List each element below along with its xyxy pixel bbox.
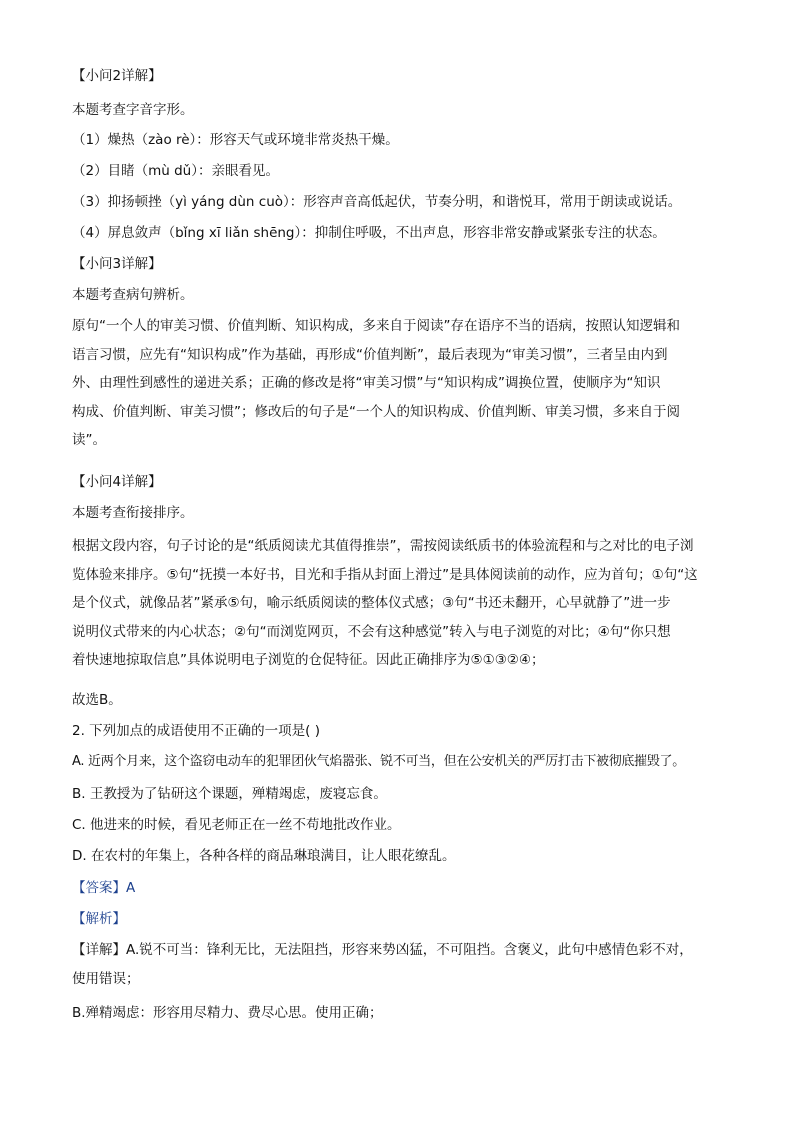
sub4-analysis: [72, 532, 724, 675]
sub4-intro: 本题考查衔接排序。: [72, 505, 194, 521]
sub3-line-1: 原句“一个人的审美习惯、价值判断、知识构成，多来自于阅读”存在语序不当的语病，按照认知逻辑和: [72, 318, 680, 334]
sub2-intro: 本题考查字音字形。: [72, 102, 194, 118]
sub4-line-2: 览体验来排序。⑤句“抚摸一本好书，目光和手指从封面上滑过”是具体阅读前的动作，应为首句；①句“这: [72, 566, 698, 583]
sub3-line-5: 读”。: [72, 432, 106, 448]
answer-label: 【答案】A: [72, 880, 136, 896]
sub4-header: 【小问4详解】: [72, 474, 162, 490]
sub3-line-3: 外、由理性到感性的递进关系；正确的修改是将“审美习惯”与“知识构成”调换位置，使顺序为“知识: [72, 375, 661, 391]
sub3-intro: 本题考查病句辨析。: [72, 287, 194, 303]
option-d: D. 在农村的年集上，各种各样的商品琳琅满目，让人眼花缭乱。: [72, 848, 456, 864]
option-c: C. 他进来的时候，看见老师正在一丝不苟地批改作业。: [72, 817, 401, 833]
sub3-header: 【小问3详解】: [72, 256, 162, 272]
analysis-label: 【解析】: [72, 911, 126, 927]
sub4-line-4: 说明仪式带来的内心状态；②句“而浏览网页，不会有这种感觉”转入与电子浏览的对比；④句“你只想: [72, 623, 671, 640]
sub3-line-4: 构成、价值判断、审美习惯”；修改后的句子是“一个人的知识构成、价值判断、审美习惯，多来自于阅: [72, 403, 680, 420]
sub3-line-2: 语言习惯，应先有“知识构成”作为基础，再形成“价值判断”，最后表现为“审美习惯”，三者呈由内到: [72, 346, 668, 363]
sub2-item-1: （1）燥热（zào rè）：形容天气或环境非常炎热干燥。: [72, 132, 399, 148]
sub2-header: 【小问2详解】: [72, 68, 162, 84]
sub4-conclusion: 故选B。: [72, 692, 122, 708]
sub2-item-4: （4）屏息敛声（bǐng xī liǎn shēng）：抑制住呼吸，不出声息，形容非常安静或紧张专注的状态。: [72, 225, 666, 241]
option-a: A. 近两个月来，这个盗窃电动车的犯罪团伙气焰嚣张、锐不可当，但在公安机关的严厉打击下被彻底摧毁了。: [72, 754, 685, 769]
sub3-analysis: [72, 312, 724, 455]
sub4-line-1: 根据文段内容，句子讨论的是“纸质阅读尤其值得推崇”，需按阅读纸质书的体验流程和与之对比的电子浏: [72, 538, 694, 554]
sub2-item-2: （2）目睹（mù dǔ）：亲眼看见。: [72, 163, 279, 179]
sub4-line-3: 是个仪式，就像品茗”紧承⑤句，喻示纸质阅读的整体仪式感；③句“书还未翻开，心早就静了”进一步: [72, 595, 671, 611]
sub2-item-3: （3）抑扬顿挫（yì yáng dùn cuò）：形容声音高低起伏，节奏分明，和谐悦耳，常用于朗读或说话。: [72, 194, 682, 210]
detail-analysis: [72, 936, 724, 993]
option-b: B. 王教授为了钻研这个课题，殚精竭虑，废寝忘食。: [72, 786, 387, 802]
detail-line-2: 使用错误；: [72, 970, 140, 987]
detail-b: B.殚精竭虑：形容用尽精力、费尽心思。使用正确；: [72, 1005, 383, 1021]
detail-line-1: 【详解】A.锐不可当：锋利无比，无法阻挡，形容来势凶猛，不可阻挡。含褒义，此句中感情色彩不对，: [72, 942, 693, 958]
question-2-stem: 2. 下列加点的成语使用不正确的一项是( ): [72, 723, 320, 739]
sub4-line-5: 着快速地掠取信息”具体说明电子浏览的仓促特征。因此正确排序为⑤①③②④；: [72, 652, 545, 668]
